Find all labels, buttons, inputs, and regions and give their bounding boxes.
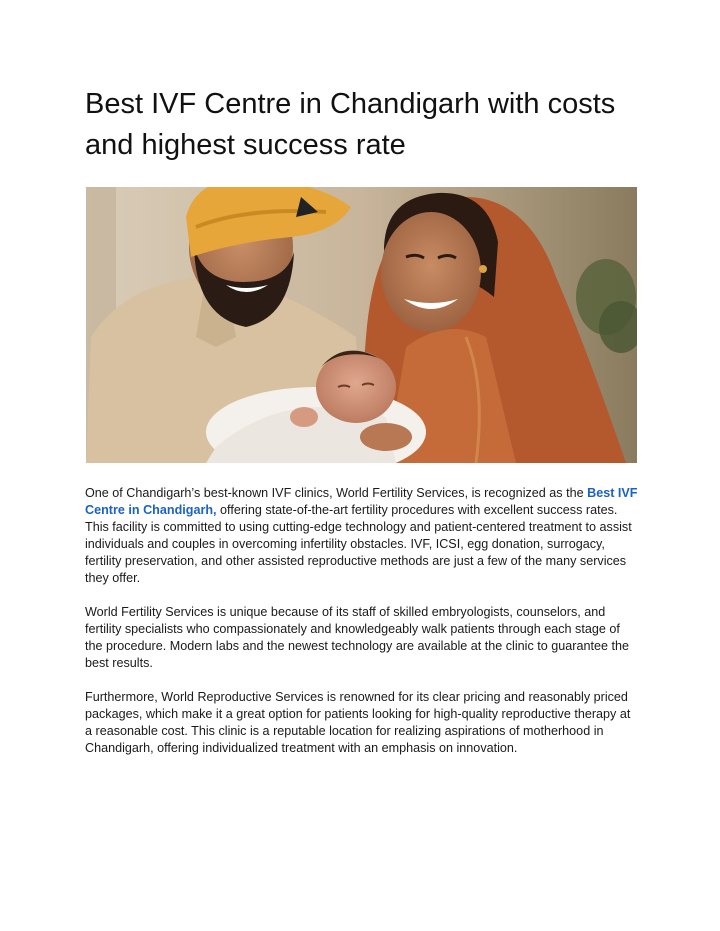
paragraph-pricing: Furthermore, World Reproductive Services is renowned for its clear pricing and reasonably priced packages, which make it a great option for patients looking for high-quality reproductive therapy at a reasonable cost. This clinic is a reputable location for realizing aspirations of motherhood in Chandigarh, offering individualized treatment with an emphasis on innovation. — [85, 690, 631, 755]
article-body — [85, 485, 640, 774]
paragraph-intro-text-end: offering state-of-the-art fertility procedures with excellent success rates. This facility is committed to using cutting-edge technology and patient-centered treatment to assist individuals and couples in overcoming infertility obstacles. IVF, ICSI, egg donation, surrogacy, fertility preservation, and other assisted reproductive methods are just a few of the many services they offer. — [85, 503, 632, 585]
hero-photo — [86, 187, 637, 463]
paragraph-staff: World Fertility Services is unique because of its staff of skilled embryologists, counselors, and fertility specialists who compassionately and knowledgeably walk patients through each stage of the procedure. Modern labs and the newest technology are available at the clinic to guarantee the best results. — [85, 605, 629, 670]
best-ivf-centre-link[interactable]: Best IVF Centre in Chandigarh, — [85, 486, 638, 517]
paragraph-intro — [85, 485, 640, 587]
paragraph-intro-text-start: One of Chandigarh’s best-known IVF clinics, World Fertility Services, is recognized as the — [85, 486, 588, 500]
page-title: Best IVF Centre in Chandigarh with costs and highest success rate — [85, 88, 616, 161]
